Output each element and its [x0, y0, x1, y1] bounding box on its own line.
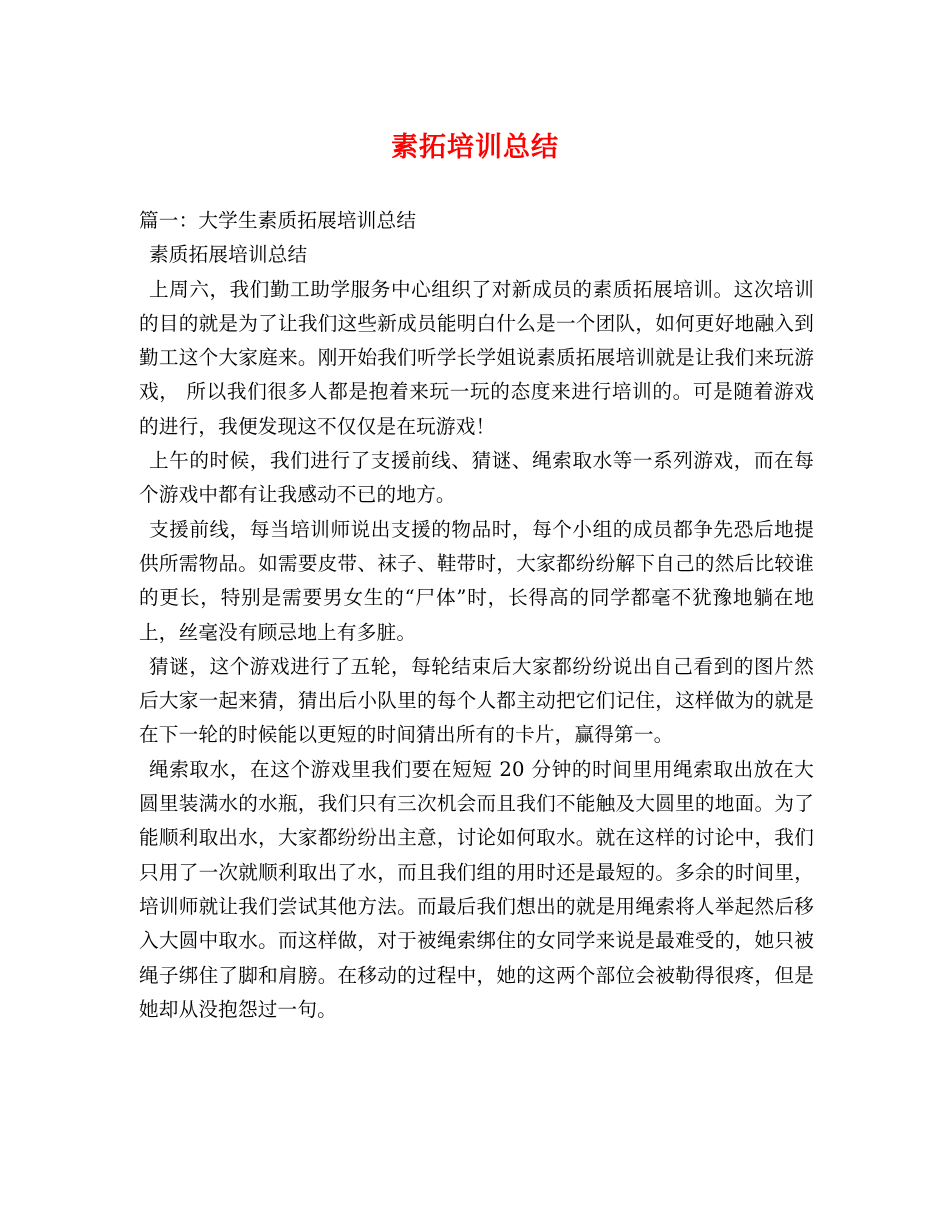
document-title: 素拓培训总结 [391, 132, 559, 163]
sub-heading: 素质拓展培训总结 [149, 243, 308, 267]
document-body [139, 204, 814, 1027]
section-heading: 篇一：大学生素质拓展培训总结 [139, 209, 417, 232]
paragraph-guessing: 猜谜，这个游戏进行了五轮，每轮结束后大家都纷纷说出自己看到的图片然后大家一起来猜，猜出后小队里的每个人都主动把它们记住，这样做为的就是在下一轮的时候能以更短的时间猜出所有的卡片，赢得第一。 [139, 654, 814, 747]
paragraph-rope-water: 绳索取水，在这个游戏里我们要在短短 20 分钟的时间里用绳索取出放在大圆里装满水的水瓶，我们只有三次机会而且我们不能触及大圆里的地面。为了能顺利取出水，大家都纷纷出主意，讨论如何取水。就在这样的讨论中，我们只用了一次就顺利取出了水，而且我们组的用时还是最短的。多余的时间里，培训师就让我们尝试其他方法。而最后我们想出的就是用绳索将人举起然后移入大圆中取水。而这样做，对于被绳索绑住的女同学来说是最难受的，她只被绳子绑住了脚和肩膀。在移动的过程中，她的这两个部位会被勒得很疼，但是她却从没抱怨过一句。 [139, 757, 814, 1021]
paragraph-morning: 上午的时候，我们进行了支援前线、猜谜、绳索取水等一系列游戏，而在每个游戏中都有让我感动不已的地方。 [139, 449, 814, 507]
paragraph-support-frontline: 支援前线，每当培训师说出支援的物品时，每个小组的成员都争先恐后地提供所需物品。如需要皮带、袜子、鞋带时，大家都纷纷解下自己的然后比较谁的更长，特别是需要男女生的“尸体”时，长得高的同学都毫不犹豫地躺在地上，丝毫没有顾忌地上有多脏。 [139, 517, 814, 644]
paragraph-intro: 上周六，我们勤工助学服务中心组织了对新成员的素质拓展培训。这次培训的目的就是为了让我们这些新成员能明白什么是一个团队，如何更好地融入到勤工这个大家庭来。刚开始我们听学长学姐说素质拓展培训就是让我们来玩游戏， 所以我们很多人都是抱着来玩一玩的态度来进行培训的。可是随着游戏的进行，我便发现这不仅仅是在玩游戏！ [139, 277, 814, 438]
